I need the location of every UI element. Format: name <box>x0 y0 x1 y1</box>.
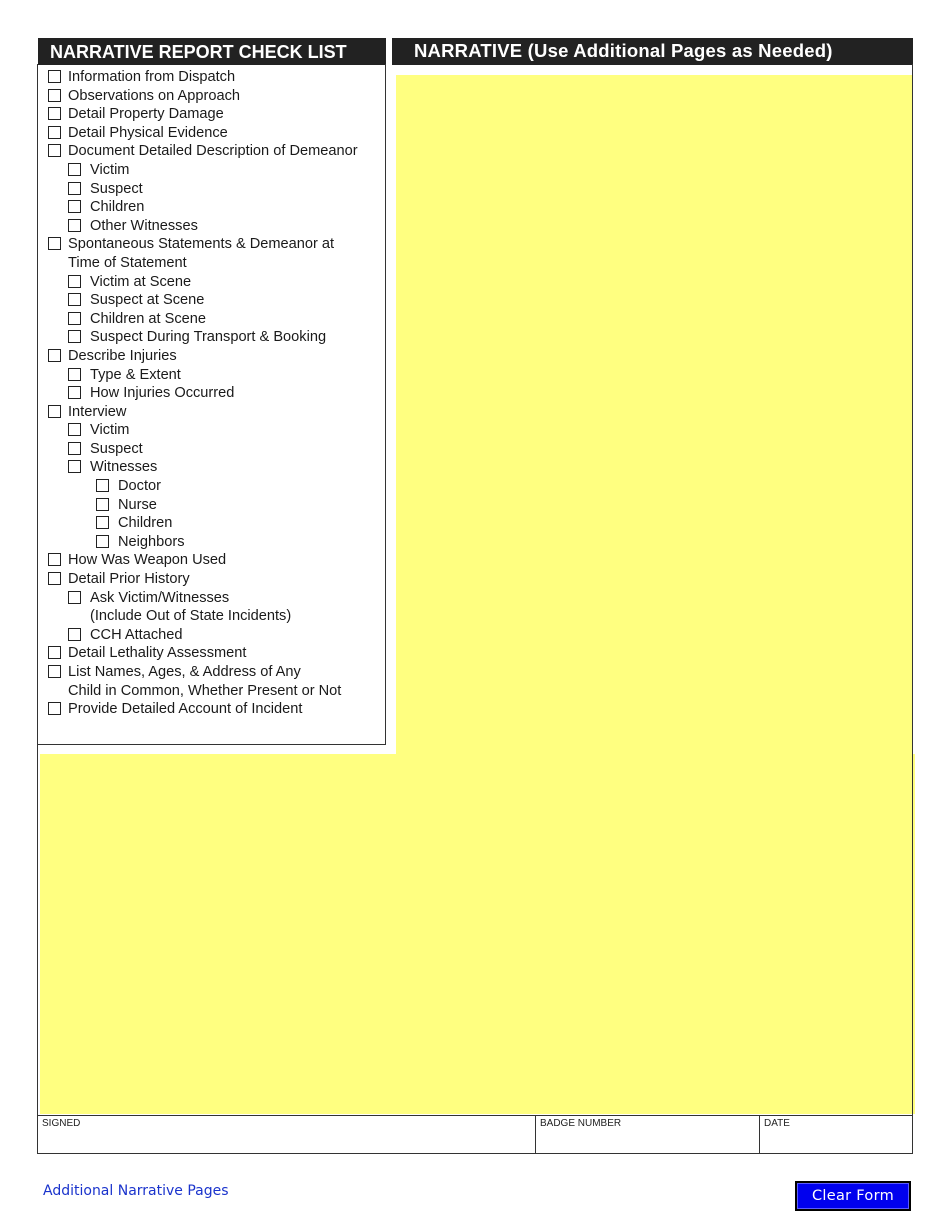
checklist-checkbox[interactable] <box>68 386 81 399</box>
checklist-checkbox[interactable] <box>48 89 61 102</box>
checklist-checkbox[interactable] <box>68 182 81 195</box>
form-frame-left <box>37 744 38 1154</box>
checklist-item-label: Nurse <box>118 496 157 513</box>
checklist-item-label: Ask Victim/Witnesses <box>90 589 230 606</box>
checklist-item-label: Suspect at Scene <box>90 292 205 309</box>
checklist-checkbox[interactable] <box>48 349 61 362</box>
checklist-item-label: Detail Property Damage <box>68 106 224 123</box>
signature-row <box>37 1115 913 1154</box>
checklist-item-label: Neighbors <box>118 533 185 550</box>
checklist-item-label: Suspect <box>90 440 143 457</box>
checklist-checkbox[interactable] <box>68 460 81 473</box>
checklist-item-label: How Was Weapon Used <box>68 552 227 569</box>
narrative-text-field-continued[interactable] <box>40 754 915 1114</box>
checklist-item-label: Victim <box>90 161 130 178</box>
checklist-checkbox[interactable] <box>68 423 81 436</box>
checklist-checkbox[interactable] <box>68 275 81 288</box>
checklist-title: NARRATIVE REPORT CHECK LIST <box>38 38 386 65</box>
checklist-checkbox[interactable] <box>68 591 81 604</box>
checklist-checkbox[interactable] <box>48 665 61 678</box>
checklist-checkbox[interactable] <box>48 405 61 418</box>
checklist-item-label: Observations on Approach <box>68 87 240 104</box>
checklist-checkbox[interactable] <box>96 535 109 548</box>
checklist-item-label: Children at Scene <box>90 310 207 327</box>
narrative-text-field[interactable] <box>396 75 912 754</box>
date-label: DATE <box>764 1118 790 1129</box>
checklist-item-label: How Injuries Occurred <box>90 385 235 402</box>
badge-number-field[interactable] <box>536 1116 760 1153</box>
checklist-checkbox[interactable] <box>48 237 61 250</box>
checklist-checkbox[interactable] <box>68 293 81 306</box>
date-field[interactable] <box>760 1116 912 1153</box>
badge-number-label: BADGE NUMBER <box>540 1118 622 1129</box>
checklist-item-label: Detail Prior History <box>68 571 190 588</box>
signed-field[interactable] <box>38 1116 536 1153</box>
checklist-item-label: Interview <box>68 403 127 420</box>
clear-form-button[interactable]: Clear Form <box>795 1181 911 1211</box>
checklist-item-label: Document Detailed Description of Demeanor <box>68 143 358 160</box>
checklist-item-label: Victim at Scene <box>90 273 192 290</box>
form-frame-right <box>912 64 913 1154</box>
signed-label: SIGNED <box>42 1118 81 1129</box>
checklist-checkbox[interactable] <box>48 702 61 715</box>
checklist-checkbox[interactable] <box>68 442 81 455</box>
checklist-checkbox[interactable] <box>96 516 109 529</box>
checklist-checkbox[interactable] <box>68 200 81 213</box>
checklist-checkbox[interactable] <box>68 628 81 641</box>
narrative-title: NARRATIVE (Use Additional Pages as Needed) <box>392 38 913 65</box>
checklist-item-label: Doctor <box>118 478 161 495</box>
checklist-item-label: Describe Injuries <box>68 347 177 364</box>
checklist-checkbox[interactable] <box>96 479 109 492</box>
checklist-checkbox[interactable] <box>68 330 81 343</box>
checklist-checkbox[interactable] <box>48 553 61 566</box>
checklist-checkbox[interactable] <box>68 163 81 176</box>
checklist-item-label: Victim <box>90 422 130 439</box>
checklist-checkbox[interactable] <box>68 312 81 325</box>
checklist-item-label: Provide Detailed Account of Incident <box>68 701 303 718</box>
checklist-item-label: Time of Statement <box>68 254 187 271</box>
checklist-checkbox[interactable] <box>48 572 61 585</box>
checklist-item-label: Children <box>90 199 145 216</box>
checklist-item-label: Other Witnesses <box>90 217 198 234</box>
checklist-item-label: Spontaneous Statements & Demeanor at <box>68 236 335 253</box>
checklist-item-label: Suspect <box>90 180 143 197</box>
checklist-item-label: Detail Lethality Assessment <box>68 645 247 662</box>
checklist-item-label: Type & Extent <box>90 366 181 383</box>
checklist-checkbox[interactable] <box>96 498 109 511</box>
checklist-checkbox[interactable] <box>68 368 81 381</box>
checklist-item-label: Detail Physical Evidence <box>68 124 228 141</box>
checklist-checkbox[interactable] <box>48 107 61 120</box>
checklist-checkbox[interactable] <box>48 70 61 83</box>
checklist-checkbox[interactable] <box>48 144 61 157</box>
checklist-item-label: Child in Common, Whether Present or Not <box>68 682 342 699</box>
checklist-item-label: (Include Out of State Incidents) <box>90 608 292 625</box>
checklist-item-label: CCH Attached <box>90 626 183 643</box>
checklist-checkbox[interactable] <box>48 646 61 659</box>
checklist-item-label: Children <box>118 515 173 532</box>
checklist-item-label: List Names, Ages, & Address of Any <box>68 664 301 680</box>
checklist-item-label: Suspect During Transport & Booking <box>90 329 327 346</box>
checklist-item-label: Witnesses <box>90 459 158 476</box>
additional-narrative-pages-link[interactable]: Additional Narrative Pages <box>43 1183 229 1199</box>
checklist-checkbox[interactable] <box>68 219 81 232</box>
checklist-checkbox[interactable] <box>48 126 61 139</box>
checklist-item-label: Information from Dispatch <box>68 69 236 85</box>
